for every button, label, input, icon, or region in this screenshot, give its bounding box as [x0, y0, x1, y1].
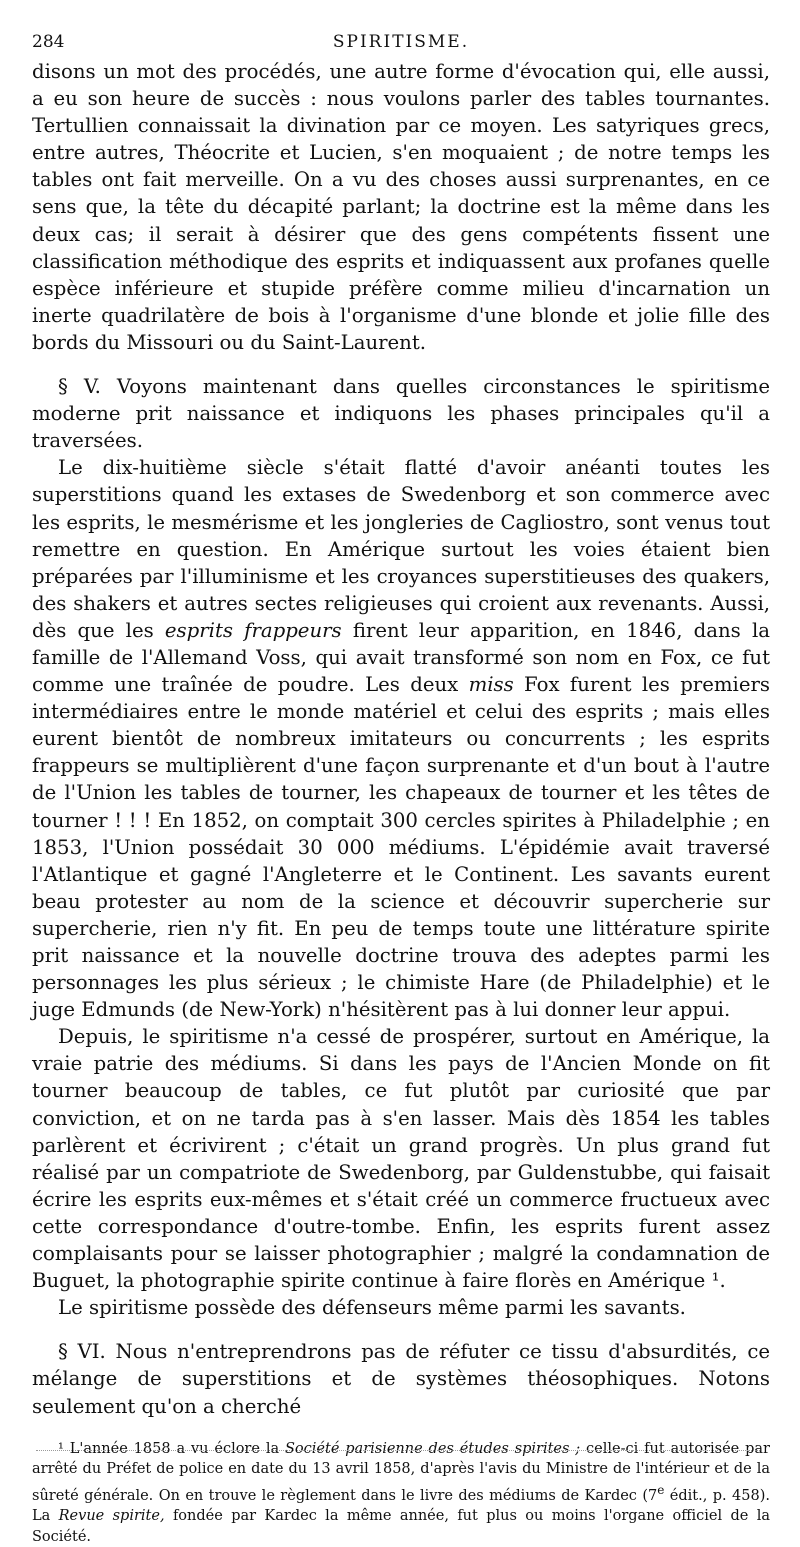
italic-title: Société parisienne des études spirites ;: [284, 1440, 581, 1457]
footnotes: [32, 1439, 770, 1547]
section-vi-intro: § VI. Nous n'entreprendrons pas de réfuter ce tissu d'absurdités, ce mélange de superstitions et de systèmes théosophiques. Notons seulement qu'on a cherché: [32, 1340, 770, 1418]
running-title: SPIRITISME.: [332, 32, 470, 52]
body-text: [32, 58, 770, 1420]
paragraph-text: .: [719, 1269, 726, 1293]
paragraph-tables-tournantes: disons un mot des procédés, une autre forme d'évocation qui, elle aussi, a eu son heure de succès : nous voulons parler des tables tournantes. Tertullien connaissait la divination par ce moyen. Les satyriques grecs, entre autres, Théocrite et Lucien, s'en moquaient ; de notre temps les tables ont fait merveille. On a vu des choses aussi surprenantes, en ce sens que, la tête du décapité parlant; la doctrine est la même dans les deux cas; il serait à désirer que des gens compétents fissent une classification méthodique des esprits et indiquassent aux profanes quelle espèce inférieure et stupide préfère comme milieu d'incarnation un inerte quadrilatère de bois à l'organisme d'une blonde et jolie fille des bords du Missouri ou du Saint-Laurent.: [32, 60, 770, 354]
page-number: 284: [32, 32, 65, 52]
paragraph-text: Le dix-huitième siècle s'était flatté d'avoir anéanti toutes les superstitions quand les extases de Swedenborg et son commerce avec les esprits, le mesmérisme et les jongleries de Cagliostro, sont venus tout remettre en question. En Amérique surtout les voies étaient bien préparées par l'illuminisme et les croyances superstitieuses des quakers, des shakers et autres sectes religieuses qui croient aux revenants. Aussi, dès que les: [32, 456, 770, 642]
paragraph-text: Fox furent les premiers intermédiaires entre le monde matériel et celui des esprits ; mais elles eurent bientôt de nombreux imitateurs ou concurrents ; les esprits frappeurs se multiplièrent d'une façon surprenante et d'un bout à l'autre de l'Union les tables de tourner, les chapeaux de tourner et les têtes de tourner ! ! ! En 1852, on comptait 300 cercles spirites à Philadelphie ; en 1853, l'Union possédait 30 000 médiums. L'épidémie avait traversé l'Atlantique et gagné l'Angleterre et le Continent. Les savants eurent beau protester au nom de la science et découvrir supercherie sur supercherie, rien n'y fit. En peu de temps toute une littérature spirite prit naissance et la nouvelle doctrine trouva des adeptes parmi les personnages les plus sérieux ; le chimiste Hare (de Philadelphie) et le juge Edmunds (de New-York) n'hésitèrent pas à lui donner leur appui.: [32, 673, 770, 1022]
footnote-reference[interactable]: ¹: [711, 1269, 720, 1293]
italic-term: esprits frappeurs: [164, 618, 342, 642]
bottom-dotted-rule: [36, 1450, 760, 1451]
italic-title: Revue spirite,: [58, 1508, 165, 1525]
footnote-text: édit., p. 458). La: [32, 1487, 770, 1525]
footnote-text: fondée par Kardec la même année, fut plus ou moins l'organe officiel de la Société.: [32, 1508, 770, 1545]
paragraph-history: [32, 454, 770, 1023]
footnote: [32, 1439, 770, 1547]
superscript: e: [657, 1482, 665, 1497]
paragraph-depuis: [32, 1023, 770, 1294]
footnote-text: celle-ci fut autorisée par arrêté du Préfet de police en date du 13 avril 1858, d'après l'avis du Ministre de l'intérieur et de la sûreté générale. On en trouve le règlement dans le livre des médiums de Kardec (7: [32, 1440, 770, 1504]
paragraph-text: Depuis, le spiritisme n'a cessé de prospérer, surtout en Amérique, la vraie patrie des médiums. Si dans les pays de l'Ancien Monde on fit tourner beaucoup de tables, ce fut plutôt par curiosité que par conviction, et on ne tarda pas à s'en lasser. Mais dès 1854 les tables parlèrent et écrivirent ; c'était un grand progrès. Un plus grand fut réalisé par un compatriote de Swedenborg, par Guldenstubbe, qui faisait écrire les esprits eux-mêmes et s'était créé un commerce fructueux avec cette correspondance d'outre-tombe. Enfin, les esprits furent assez complaisants pour se laisser photographier ; malgré la condamnation de Buguet, la photographie spirite continue à faire florès en Amérique: [32, 1025, 770, 1293]
footnote-marker: ¹: [58, 1440, 64, 1457]
footnote-text: L'année 1858 a vu éclore la: [63, 1440, 285, 1457]
section-v-intro: § V. Voyons maintenant dans quelles circonstances le spiritisme moderne prit naissance et indiquons les phases principales qu'il a traversées.: [32, 375, 770, 453]
running-head: [32, 28, 770, 58]
paragraph-text: firent leur apparition, en 1846, dans la famille de l'Allemand Voss, qui avait transformé son nom en Fox, ce fut comme une traînée de poudre. Les deux: [32, 618, 770, 697]
paragraph-savants: Le spiritisme possède des défenseurs même parmi les savants.: [58, 1296, 686, 1320]
italic-term: miss: [468, 673, 514, 697]
